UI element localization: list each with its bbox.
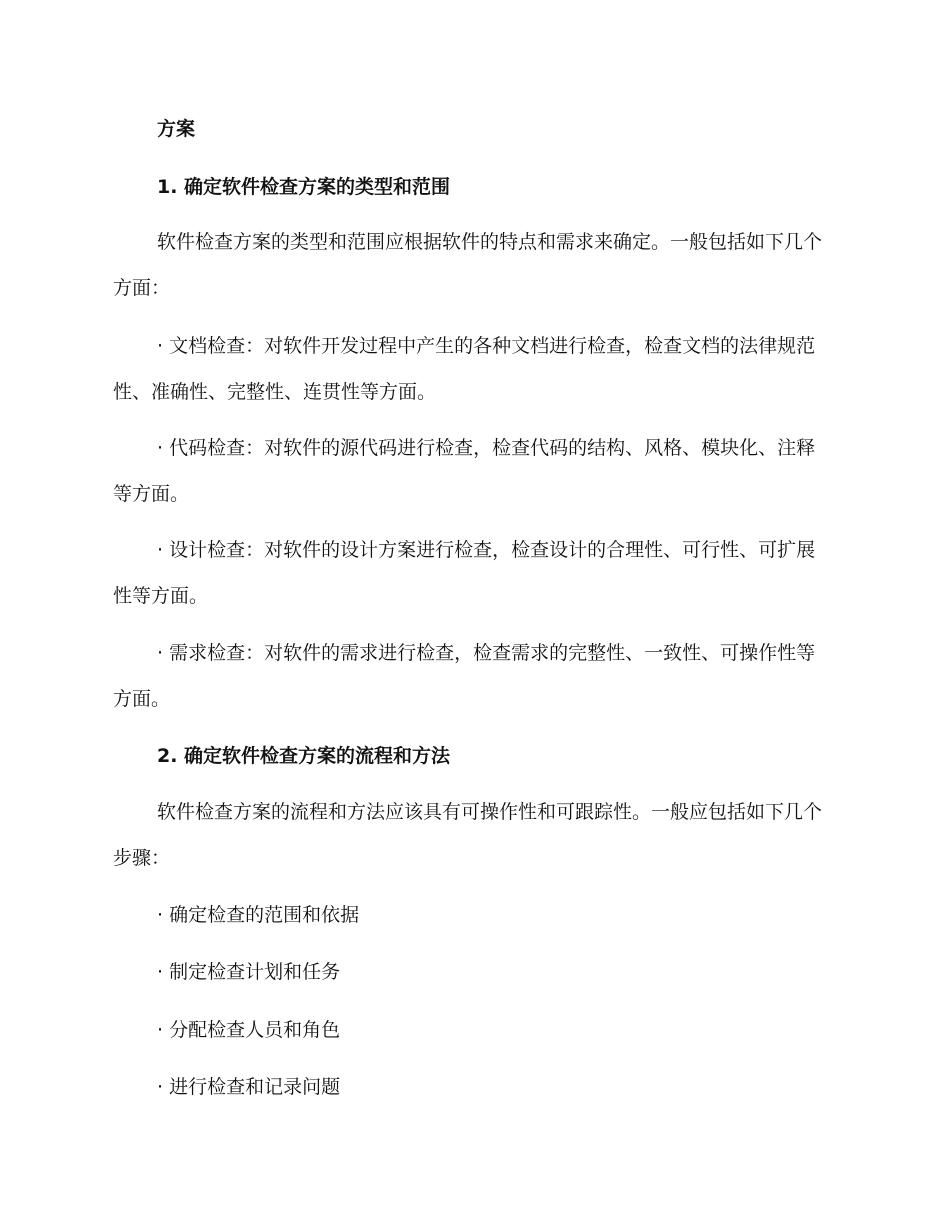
section1-heading: 1. 确定软件检查方案的类型和范围 bbox=[157, 176, 451, 198]
section2-heading: 2. 确定软件检查方案的流程和方法 bbox=[157, 745, 451, 767]
section1-item-design: · 设计检查：对软件的设计方案进行检查，检查设计的合理性、可行性、可扩展性等方面。 bbox=[113, 539, 816, 607]
section-title: 方案 bbox=[157, 118, 196, 140]
section2-step-3: · 分配检查人员和角色 bbox=[157, 1019, 341, 1041]
section1-item-docs: · 文档检查：对软件开发过程中产生的各种文档进行检查，检查文档的法律规范性、准确性、完整性、连贯性等方面。 bbox=[113, 335, 816, 403]
section2-step-1: · 确定检查的范围和依据 bbox=[157, 904, 360, 926]
section1-item-requirements: · 需求检查：对软件的需求进行检查，检查需求的完整性、一致性、可操作性等方面。 bbox=[113, 642, 816, 710]
section1-intro: 软件检查方案的类型和范围应根据软件的特点和需求来确定。一般包括如下几个方面： bbox=[113, 231, 823, 299]
section2-intro: 软件检查方案的流程和方法应该具有可操作性和可跟踪性。一般应包括如下几个步骤： bbox=[113, 801, 823, 869]
section1-item-code: · 代码检查：对软件的源代码进行检查，检查代码的结构、风格、模块化、注释等方面。 bbox=[113, 437, 816, 505]
section2-step-4: · 进行检查和记录问题 bbox=[157, 1076, 341, 1098]
section2-step-2: · 制定检查计划和任务 bbox=[157, 961, 341, 983]
